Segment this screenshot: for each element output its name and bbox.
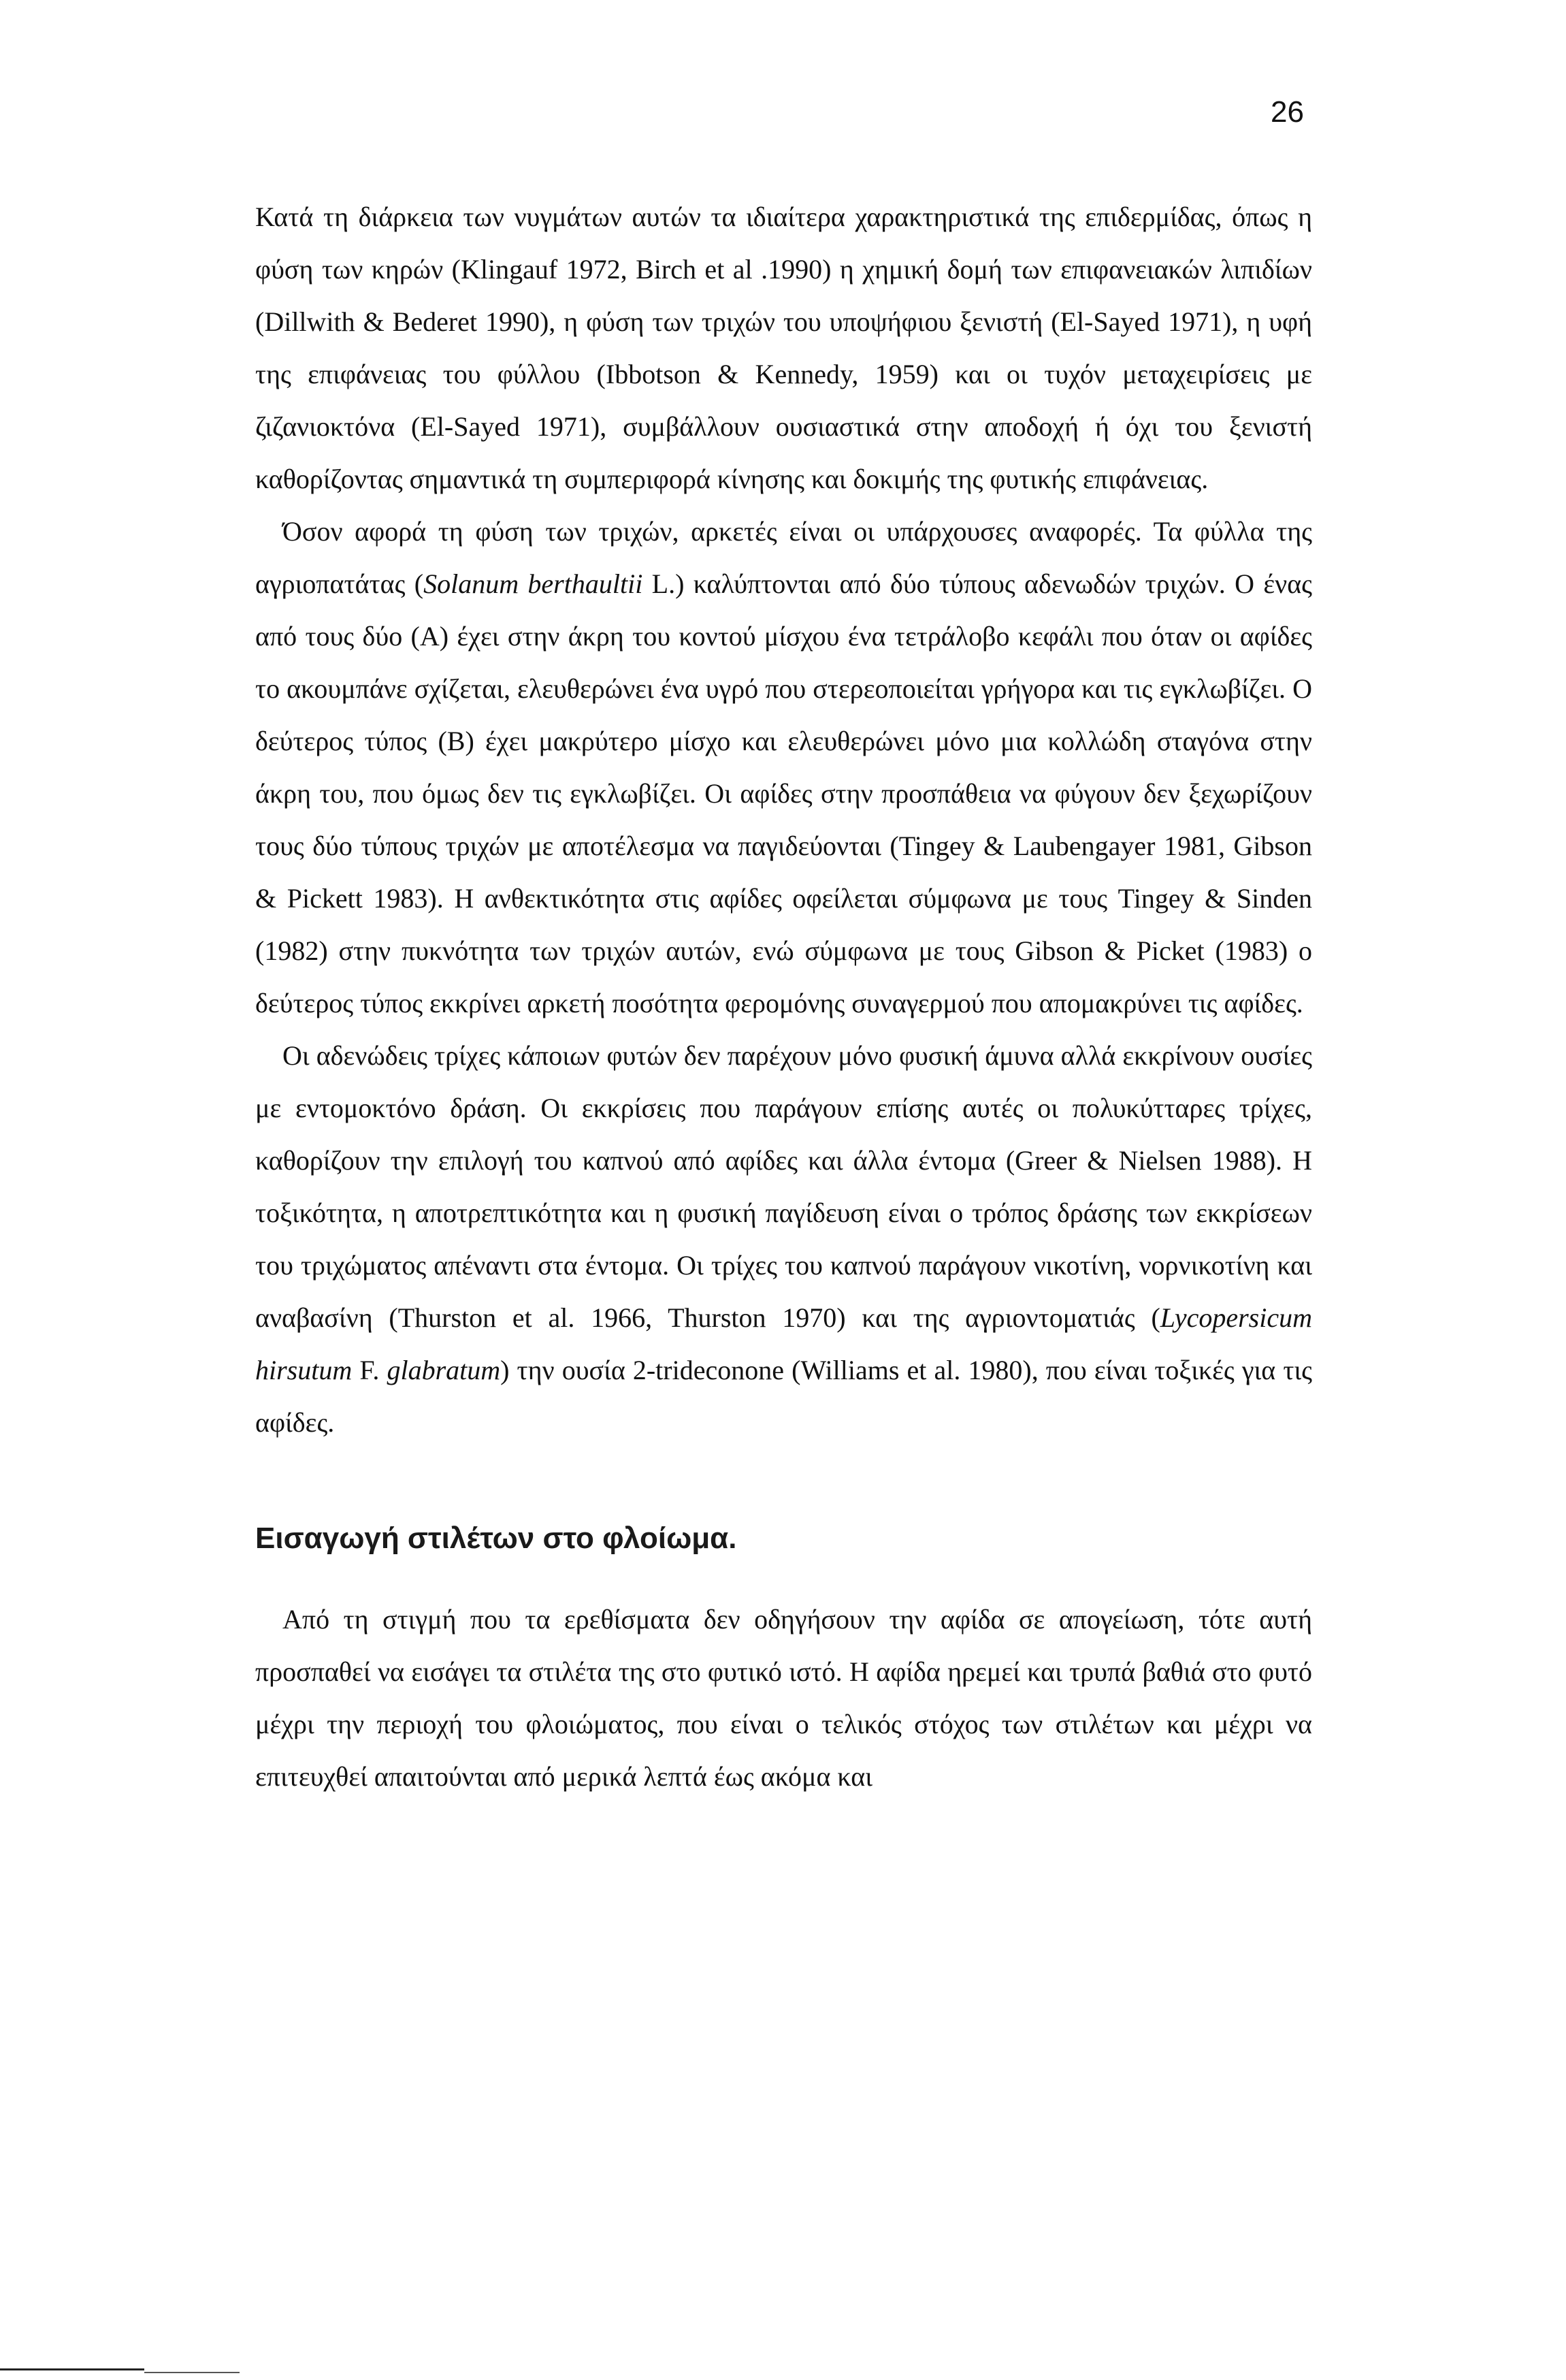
- document-body: [255, 191, 1312, 1803]
- page-number: 26: [1271, 95, 1304, 129]
- paragraph-2: [255, 505, 1312, 1029]
- paragraph-1-text: Κατά τη διάρκεια των νυγμάτων αυτών τα ιδιαίτερα χαρακτηριστικά της επιδερμίδας, όπως η φύση των κηρών (Klingauf 1972, Birch et al .1990) η χημική δομή των επιφανειακών λιπιδίων (Dillwith & Bederet 1990), η φύση των τριχών του υποψήφιου ξενιστή (El-Sayed 1971), η υφή της επιφάνειας του φύλλου (Ibbotson & Kennedy, 1959) και οι τυχόν μεταχειρίσεις με ζιζανιοκτόνα (El-Sayed 1971), συμβάλλουν ουσιαστικά στην αποδοχή ή όχι του ξενιστή καθορίζοντας σημαντικά τη συμπεριφορά κίνησης και δοκιμής της φυτικής επιφάνειας.: [255, 202, 1312, 494]
- section-heading: Εισαγωγή στιλέτων στο φλοίωμα.: [255, 1522, 737, 1555]
- footnote-rule-thin: [144, 2372, 240, 2373]
- paragraph-3-text-start: Οι αδενώδεις τρίχες κάποιων φυτών δεν παρέχουν μόνο φυσική άμυνα αλλά εκκρίνουν ουσίες με εντομοκτόνο δράση. Οι εκκρίσεις που παράγουν επίσης αυτές οι πολυκύτταρες τρίχες, καθορίζουν την επιλογή του καπνού από αφίδες και άλλα έντομα (Greer & Nielsen 1988). Η τοξικότητα, η αποτρεπτικότητα και η φυσική παγίδευση είναι ο τρόπος δράσης των εκκρίσεων του τριχώματος απέναντι στα έντομα. Οι τρίχες του καπνού παράγουν νικοτίνη, νορνικοτίνη και αναβασίνη (Thurston et al. 1966, Thurston 1970) και της αγριοντοματιάς (: [255, 1040, 1312, 1333]
- paragraph-3-text-end: ) την ουσία 2-trideconone (Williams et al. 1980), που είναι τοξικές για τις αφίδες.: [255, 1355, 1312, 1438]
- paragraph-1: [255, 191, 1312, 505]
- section-paragraph: [255, 1593, 1312, 1803]
- section-paragraph-text: Από τη στιγμή που τα ερεθίσματα δεν οδηγήσουν την αφίδα σε απογείωση, τότε αυτή προσπαθεί να εισάγει τα στιλέτα της στο φυτικό ιστό. Η αφίδα ηρεμεί και τρυπά βαθιά στο φυτό μέχρι την περιοχή του φλοιώματος, που είναι ο τελικός στόχος των στιλέτων και μέχρι να επιτευχθεί απαιτούνται από μερικά λεπτά έως ακόμα και: [255, 1604, 1312, 1792]
- species-name-lycopersicum: Lycopersicum hirsutum: [255, 1302, 1312, 1385]
- paragraph-2-text-end: L.) καλύπτονται από δύο τύπους αδενωδών τριχών. Ο ένας από τους δύο (Α) έχει στην άκρη του κοντού μίσχου ένα τετράλοβο κεφάλι που όταν οι αφίδες το ακουμπάνε σχίζεται, ελευθερώνει ένα υγρό που στερεοποιείται γρήγορα και τις εγκλωβίζει. Ο δεύτερος τύπος (Β) έχει μακρύτερο μίσχο και ελευθερώνει μόνο μια κολλώδη σταγόνα στην άκρη του, που όμως δεν τις εγκλωβίζει. Οι αφίδες στην προσπάθεια να φύγουν δεν ξεχωρίζουν τους δύο τύπους τριχών με αποτέλεσμα να παγιδεύονται (Tingey & Laubengayer 1981, Gibson & Pickett 1983). Η ανθεκτικότητα στις αφίδες οφείλεται σύμφωνα με τους Tingey & Sinden (1982) στην πυκνότητα των τριχών αυτών, ενώ σύμφωνα με τους Gibson & Picket (1983) ο δεύτερος τύπος εκκρίνει αρκετή ποσότητα φερομόνης συναγερμού που απομακρύνει τις αφίδες.: [255, 568, 1312, 1018]
- paragraph-3: [255, 1029, 1312, 1449]
- species-name-solanum: Solanum berthaultii: [423, 568, 643, 599]
- footnote-rule: [0, 2368, 144, 2370]
- paragraph-3-text-middle: F.: [352, 1355, 387, 1385]
- paragraph-2-text-start: Όσον αφορά τη φύση των τριχών, αρκετές είναι οι υπάρχουσες αναφορές. Τα φύλλα της αγριοπατάτας (: [255, 516, 1312, 599]
- variety-name-glabratum: glabratum: [387, 1355, 501, 1385]
